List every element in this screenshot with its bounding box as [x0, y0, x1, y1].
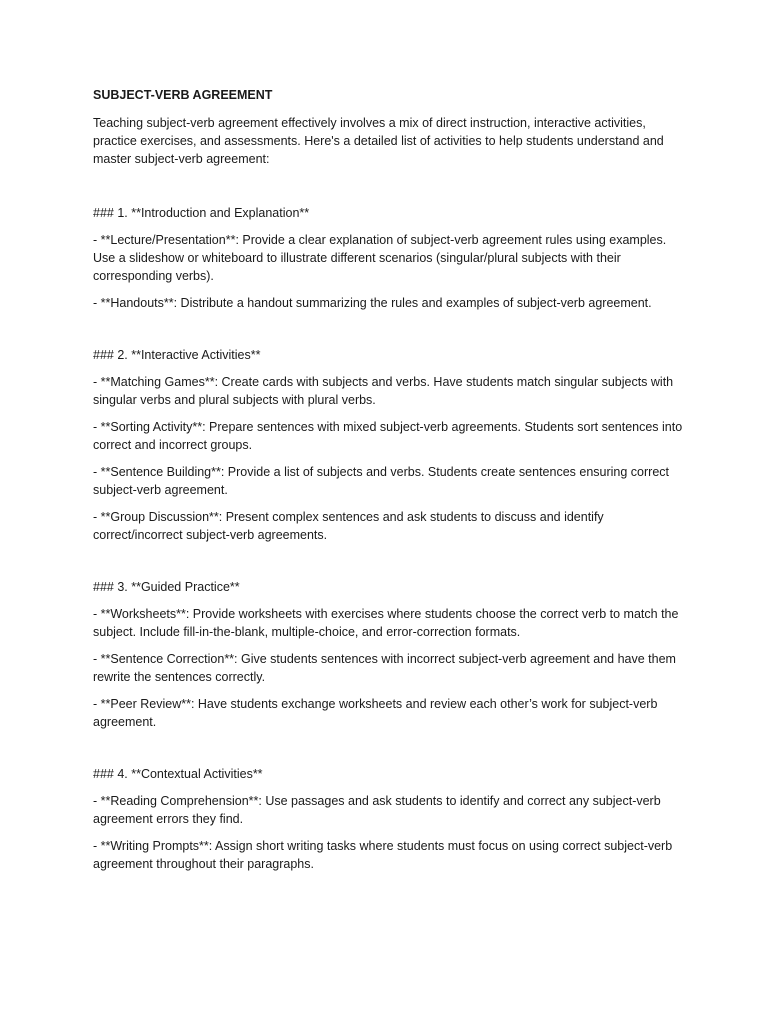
- list-item: - **Sentence Building**: Provide a list of subjects and verbs. Students create sentences ensuring correct subject-verb agreement.: [93, 465, 670, 497]
- list-item: - **Reading Comprehension**: Use passages and ask students to identify and correct any subject-verb agreement errors they find.: [93, 794, 661, 826]
- list-item: - **Lecture/Presentation**: Provide a clear explanation of subject-verb agreement rules using examples. Use a slideshow or whiteboard to illustrate different scenarios (singular/plural subjects with their corresponding verbs).: [93, 233, 667, 283]
- document-title: SUBJECT-VERB AGREEMENT: [93, 88, 273, 102]
- list-item: - **Group Discussion**: Present complex sentences and ask students to discuss and identify correct/incorrect subject-verb agreements.: [93, 510, 604, 542]
- section-contextual-activities: [93, 765, 683, 873]
- list-item: - **Sentence Correction**: Give students sentences with incorrect subject-verb agreement and have them rewrite the sentences correctly.: [93, 652, 676, 684]
- intro-paragraph: Teaching subject-verb agreement effectively involves a mix of direct instruction, interactive activities, practice exercises, and assessments. Here's a detailed list of activities to help students understand and master subject-verb agreement:: [93, 116, 664, 166]
- list-item: - **Handouts**: Distribute a handout summarizing the rules and examples of subject-verb agreement.: [93, 296, 652, 310]
- section-guided-practice: [93, 578, 683, 731]
- list-item: - **Peer Review**: Have students exchange worksheets and review each other’s work for subject-verb agreement.: [93, 697, 658, 729]
- document-page: [93, 86, 683, 873]
- section-heading: ### 2. **Interactive Activities**: [93, 348, 261, 362]
- section-heading: ### 1. **Introduction and Explanation**: [93, 206, 310, 220]
- list-item: - **Writing Prompts**: Assign short writing tasks where students must focus on using correct subject-verb agreement throughout their paragraphs.: [93, 839, 673, 871]
- section-heading: ### 3. **Guided Practice**: [93, 580, 240, 594]
- section-heading: ### 4. **Contextual Activities**: [93, 767, 263, 781]
- list-item: - **Sorting Activity**: Prepare sentences with mixed subject-verb agreements. Students sort sentences into correct and incorrect groups.: [93, 420, 683, 452]
- section-introduction-explanation: [93, 204, 683, 312]
- list-item: - **Worksheets**: Provide worksheets with exercises where students choose the correct verb to match the subject. Include fill-in-the-blank, multiple-choice, and error-correction formats.: [93, 607, 679, 639]
- section-interactive-activities: [93, 346, 683, 544]
- list-item: - **Matching Games**: Create cards with subjects and verbs. Have students match singular subjects with singular verbs and plural subjects with plural verbs.: [93, 375, 674, 407]
